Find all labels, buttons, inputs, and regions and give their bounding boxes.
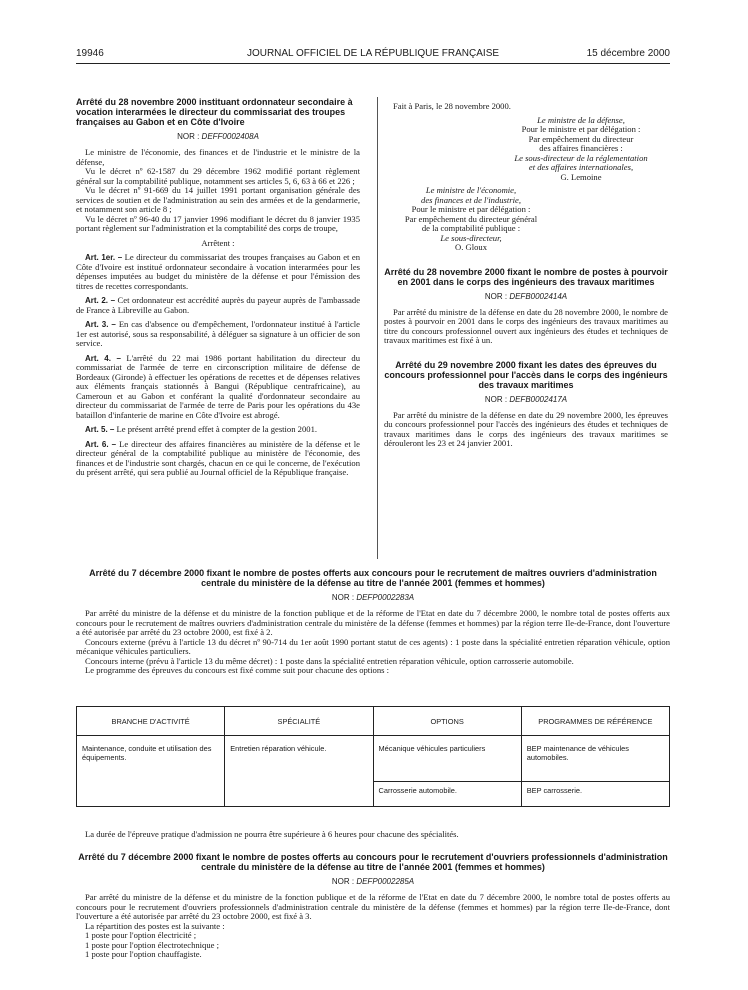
nor-code: DEFP0002285A (356, 877, 415, 886)
arrete5-para: Par arrêté du ministre de la défense et du ministre de la fonction publique et de la réforme de l'Etat en date du 7 décembre 2000, le nombre total de postes offerts au concours pour le recrutement d'ouvriers professionnels d'administration centrale du ministère de la défense (femmes et hommes) par la région terre Ile-de-France, dont l'ouverture a été autorisée par arrêté du 23 octobre 2000, est fixé à 3. (76, 892, 670, 921)
arrete1-nor: NOR : DEFF0002408A (177, 132, 259, 141)
arrete4-nor: NOR : DEFP0002283A (331, 593, 415, 602)
article-label: Art. 1er. – (85, 253, 123, 262)
article-3: Art. 3. – En cas d'absence ou d'empêchement, l'ordonnateur institué à l'article 1er est autorisé, sous sa responsabilité, à déléguer sa signature à un officier de son service. (76, 319, 360, 348)
list-item: 1 poste pour l'option chauffagiste. (85, 949, 202, 959)
table-cell-specialite: Entretien réparation véhicule. (225, 736, 373, 807)
column-header: SPÉCIALITÉ (225, 707, 373, 736)
arrete5-para: La répartition des postes est la suivante : (85, 920, 225, 931)
sig-line: Par empêchement du directeur général (404, 213, 538, 224)
arrete5-title: Arrêté du 7 décembre 2000 fixant le nombre de postes offerts au concours pour le recrutement d'ouvriers professionnels d'administration centrale du ministère de la défense au titre de l'année 2001 (femmes et hommes) (78, 852, 668, 872)
list-item: 1 poste pour l'option électricité ; (85, 930, 197, 940)
page-number: 19946 (76, 48, 104, 59)
column-header: OPTIONS (373, 707, 521, 736)
arrete2-text: Par arrêté du ministre de la défense en date du 28 novembre 2000, le nombre de postes à pourvoir en 2001 dans le corps des ingénieurs des travaux maritimes au titre du concours professionnel ouvert aux ingénieurs des études et techniques de travaux maritimes est fixé à un. (384, 306, 668, 345)
article-label: Art. 2. – (85, 296, 116, 305)
sig-line: Pour le ministre et par délégation : (521, 124, 641, 134)
visa: Vu le décret nº 91-669 du 14 juillet 1991 portant organisation générale des services de soutien et de l'administration au sein des armées et de la gendarmerie, et notamment son article 8 ; (76, 185, 360, 214)
table-header-row (77, 707, 670, 736)
programme-table (76, 706, 670, 807)
article-4: Art. 4. – L'arrêté du 22 mai 1986 portant habilitation du directeur du commissariat de l'armée de terre en circonscription militaire de défense de Bordeaux (Gironde) à effectuer les opérations de recettes et de dépenses relatives aux éléments français stationnés à Bangui (République centrafricaine), au Cameroun et au Gabon et conférant la qualité d'ordonnateur secondaire au directeur du commissariat de l'armée de terre de Paris pour les opérations du 43e bataillon d'infanterie de marine en Côte d'Ivoire est abrogé. (76, 352, 361, 420)
nor-code: DEFF0002408A (201, 132, 259, 141)
left-column (76, 97, 360, 478)
arrete3-title: Arrêté du 29 novembre 2000 fixant les dates des épreuves du concours professionnel pour l'accès dans le corps des ingénieurs des travaux maritimes (384, 359, 668, 390)
article-1: Art. 1er. – Le directeur du commissariat des troupes françaises au Gabon et en Côte d'Ivoire est institué ordonnateur secondaire à vocation interarmées pour les dépenses imputées au budget du ministère de la défense et pour l'émission des titres de recettes correspondants. (76, 252, 361, 291)
visa: Vu le décret nº 62-1587 du 29 décembre 1962 modifié portant règlement général sur la comptabilité publique, notamment ses articles 5, 6, 63 à 66 et 226 ; (76, 166, 360, 186)
arrete4-duration (76, 830, 670, 840)
nor-code: DEFP0002283A (356, 593, 415, 602)
arrete4-para: Concours externe (prévu à l'article 13 du décret nº 90-714 du 1er août 1990 portant statut de ces agents) : 1 poste dans la spécialité entretien réparation véhicule, option mécanique véhicules particuliers. (76, 636, 670, 656)
arrete4-para: Par arrêté du ministre de la défense et du ministre de la fonction publique et de la réforme de l'Etat en date du 7 décembre 2000, le nombre total de postes offerts aux concours pour le recrutement de maîtres ouvriers d'administration centrale du ministère de la défense (femmes et hommes) par la région terre Ile-de-France, dont l'ouverture a été autorisée par arrêté du 23 octobre 2000, est fixé à 2. (76, 608, 670, 637)
sig-line: des affaires financières : (539, 143, 623, 153)
article-2: Art. 2. – Cet ordonnateur est accrédité auprès du payeur auprès de l'ambassade de France à Libreville au Gabon. (76, 295, 361, 315)
sig-line: de la comptabilité publique : (421, 223, 521, 233)
article-label: Art. 6. – (85, 439, 117, 449)
arrete1-title: Arrêté du 28 novembre 2000 instituant ordonnateur secondaire à vocation interarmées le directeur du commissariat des troupes françaises au Gabon et en Côte d'Ivoire (76, 97, 353, 127)
issue-date: 15 décembre 2000 (586, 48, 670, 59)
signatory-name: O. Gloux (455, 242, 487, 252)
sig-line: Le sous-directeur, (440, 232, 502, 243)
right-column (384, 97, 668, 449)
table-cell-programme: BEP maintenance de véhicules automobiles. (521, 736, 669, 782)
article-label: Art. 3. – (85, 320, 116, 329)
arrete4-title: Arrêté du 7 décembre 2000 fixant le nombre de postes offerts aux concours pour le recrutement de maîtres ouvriers d'administration centrale du ministère de la défense au titre de l'année 2001 (femmes et hommes) (89, 568, 657, 588)
visa: Vu le décret nº 96-40 du 17 janvier 1996 modifiant le décret du 8 janvier 1935 portant règlement sur l'administration et la comptabilité des corps de troupe, (76, 213, 360, 233)
table-cell-programme: BEP carrosserie. (521, 781, 669, 806)
list-item: 1 poste pour l'option électrotechnique ; (85, 939, 220, 950)
arrete5-section (76, 852, 670, 960)
sig-line: Le ministre de la défense, (537, 114, 625, 125)
sig-line: Par empêchement du directeur (528, 133, 634, 144)
page-header (76, 48, 670, 62)
sig-line: et des affaires internationales, (528, 162, 634, 172)
arrete4-para: Concours interne (prévu à l'article 13 du même décret) : 1 poste dans la spécialité entretien réparation véhicule, option carrosserie automobile. (85, 655, 574, 666)
sig-line: Le sous-directeur de la réglementation (514, 152, 648, 163)
article-6: Art. 6. – Le directeur des affaires financières au ministère de la défense et le directeur général de la comptabilité publique au ministère de l'économie, des finances et de l'industrie sont chargés, chacun en ce qui le concerne, de l'exécution du présent arrêté, qui sera publié au Journal officiel de la République française. (76, 438, 360, 477)
arrete3-text: Par arrêté du ministre de la défense en date du 29 novembre 2000, les épreuves du concours professionnel pour l'accès des ingénieurs des études et techniques de travaux maritimes dans le corps des ingénieurs des travaux maritimes se dérouleront les 23 et 24 janvier 2001. (384, 409, 668, 448)
signatory-name: G. Lemoine (560, 171, 602, 182)
nor-code: DEFB0002414A (509, 291, 568, 301)
table-cell-branche: Maintenance, conduite et utilisation des équipements. (77, 736, 225, 807)
arrete3-nor: NOR : DEFB0002417A (484, 394, 568, 404)
signature-block-economie (384, 186, 558, 253)
article-5: Art. 5. – Le présent arrêté prend effet à compter de la gestion 2001. (85, 424, 318, 434)
sig-line: Pour le ministre et par délégation : (411, 204, 531, 214)
nor-code: DEFB0002417A (509, 394, 568, 404)
fait-a-paris: Fait à Paris, le 28 novembre 2000. (393, 101, 511, 111)
table-row (77, 736, 670, 782)
arrete2-title: Arrêté du 28 novembre 2000 fixant le nombre de postes à pourvoir en 2001 dans le corps des ingénieurs des travaux maritimes (384, 266, 668, 287)
article-label: Art. 4. – (85, 353, 121, 363)
arrete4-para: Le programme des épreuves du concours est fixé comme suit pour chacune des options : (85, 665, 390, 675)
sig-line: Le ministre de l'économie, (425, 185, 517, 195)
table-cell-option: Mécanique véhicules particuliers (373, 736, 521, 782)
signature-block-defense (494, 116, 668, 183)
arrete4-section (76, 568, 670, 676)
table-cell-option: Carrosserie automobile. (373, 781, 521, 806)
header-rule (76, 63, 670, 64)
sig-line: des finances et de l'industrie, (421, 194, 521, 205)
visa: Le ministre de l'économie, des finances et de l'industrie et le ministre de la défense, (76, 147, 360, 167)
column-divider (377, 97, 378, 559)
journal-title: JOURNAL OFFICIEL DE LA RÉPUBLIQUE FRANÇAISE (246, 48, 500, 59)
arrete4-para: La durée de l'épreuve pratique d'admission ne pourra être supérieure à 6 heures pour chacune des spécialités. (85, 829, 459, 839)
arrete5-nor: NOR : DEFP0002285A (331, 877, 415, 886)
arrete2-nor: NOR : DEFB0002414A (484, 291, 568, 301)
column-header: PROGRAMMES DE RÉFÉRENCE (521, 707, 669, 736)
arretent-heading: Arrêtent : (201, 237, 235, 248)
column-header: BRANCHE D'ACTIVITÉ (77, 707, 225, 736)
article-label: Art. 5. – (85, 425, 115, 434)
programme-table-wrap (76, 706, 670, 807)
